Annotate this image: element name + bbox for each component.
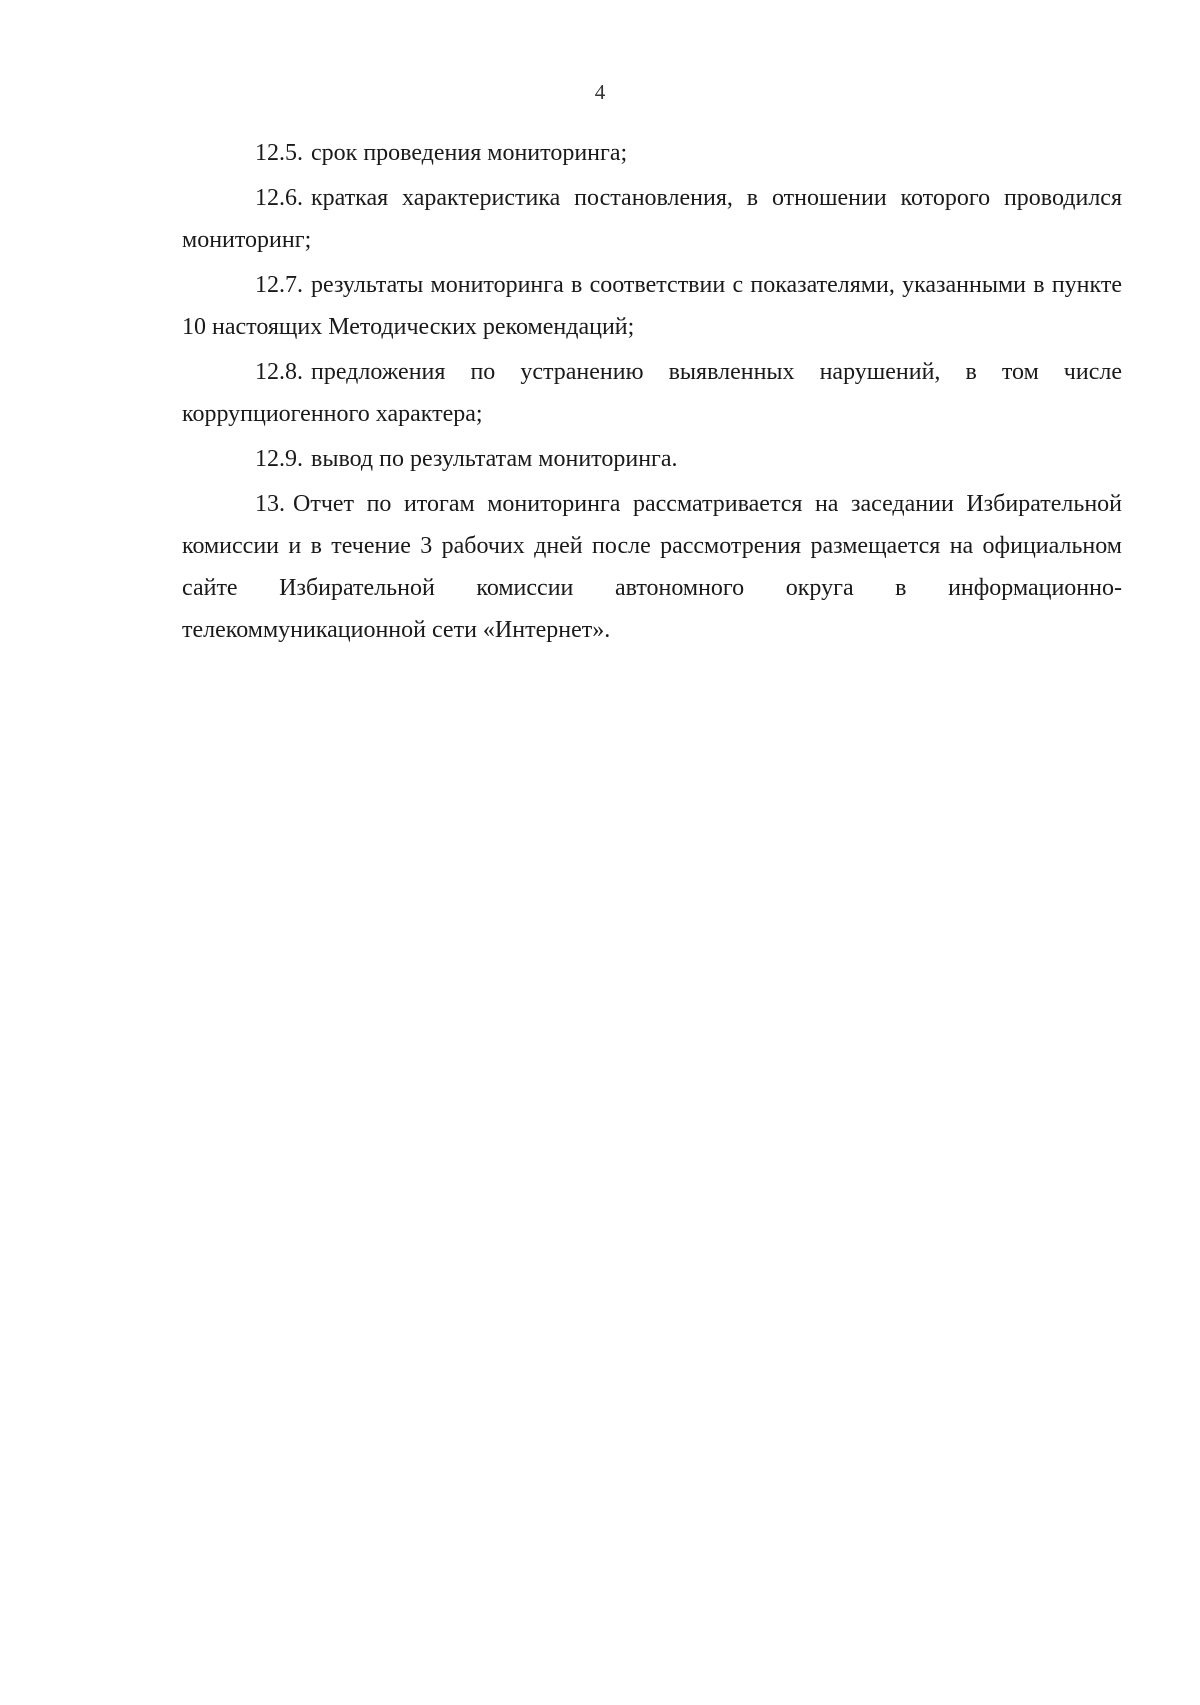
paragraph-text: результаты мониторинга в соответствии с показателями, указанными в пункте 10 настоящих Методических рекомендаций; (182, 272, 1122, 340)
paragraph-text: краткая характеристика постановления, в отношении которого проводился мониторинг; (182, 185, 1122, 253)
paragraph-number: 12.6. (255, 185, 303, 211)
paragraph-12-6 (182, 177, 1122, 261)
paragraph-12-9 (182, 438, 1122, 480)
paragraph-number: 13. (255, 491, 285, 517)
paragraph-text: срок проведения мониторинга; (311, 140, 628, 166)
paragraph-number: 12.9. (255, 446, 303, 472)
paragraph-number: 12.7. (255, 272, 303, 298)
paragraph-text: предложения по устранению выявленных нарушений, в том числе коррупциогенного характера; (182, 359, 1122, 427)
page-number: 4 (594, 80, 606, 104)
paragraph-13 (182, 483, 1122, 651)
paragraph-12-8 (182, 351, 1122, 435)
document-body (182, 132, 1122, 654)
paragraph-12-5 (182, 132, 1122, 174)
paragraph-text: вывод по результатам мониторинга. (311, 446, 678, 472)
paragraph-text: Отчет по итогам мониторинга рассматривается на заседании Избирательной комиссии и в течение 3 рабочих дней после рассмотрения размещается на официальном сайте Избирательной комиссии автономного округа в информационно-телекоммуникационной сети «Интернет». (182, 491, 1122, 643)
paragraph-number: 12.5. (255, 140, 303, 166)
paragraph-number: 12.8. (255, 359, 303, 385)
paragraph-12-7 (182, 264, 1122, 348)
